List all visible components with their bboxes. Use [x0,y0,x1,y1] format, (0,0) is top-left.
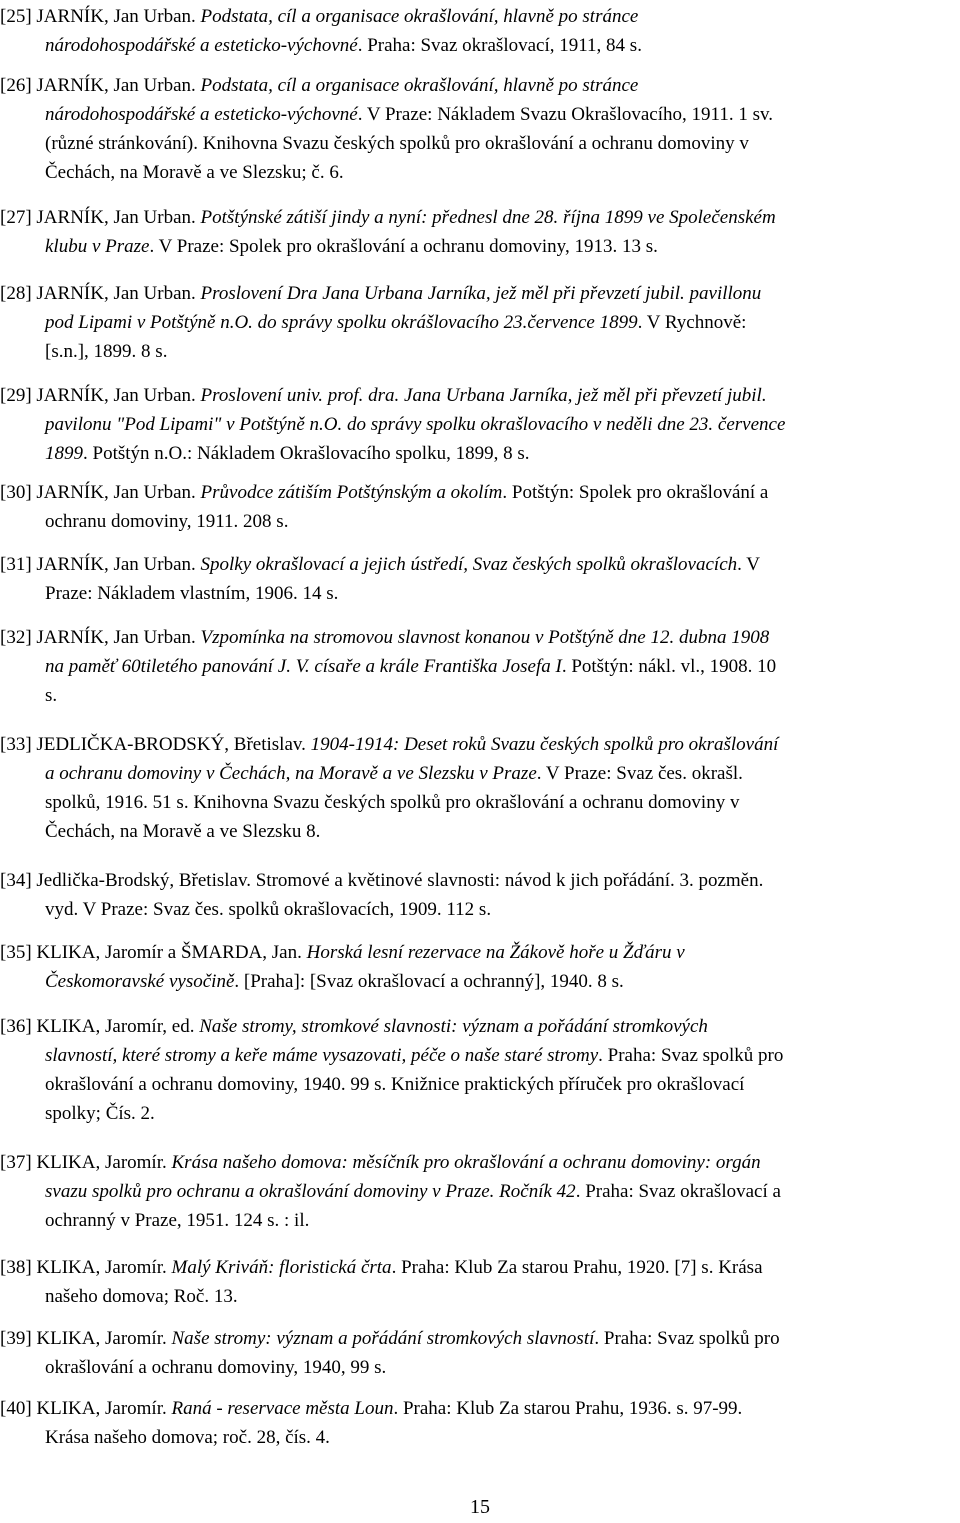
reference-line [0,158,950,187]
reference-number: [36] [0,1016,37,1037]
reference-line [0,895,950,924]
reference-line [0,759,950,788]
reference-line [0,938,950,967]
reference-number: [28] [0,283,37,304]
reference-author: JARNÍK, Jan Urban. [36,75,201,96]
reference-title: Malý Kriváň: floristická črta [171,1257,392,1278]
reference-publication: . Potštýn: Spolek pro okrašlování a [502,482,769,503]
reference-line [0,410,950,439]
reference-entry [0,730,950,846]
reference-author: KLIKA, Jaromír a ŠMARDA, Jan. [36,942,307,963]
reference-line [0,71,950,100]
reference-publication: spolků, 1916. 51 s. Knihovna Svazu českých spolků pro okrašlování a ochranu domoviny v [45,792,740,813]
reference-publication: . V Praze: Nákladem Svazu Okrašlovacího, 1911. 1 sv. [357,104,773,125]
reference-title: Potštýnské zátiší jindy a nyní: přednesl dne 28. října 1899 ve Společenském [200,207,776,228]
reference-author: KLIKA, Jaromír. [36,1398,172,1419]
reference-publication: ochranu domoviny, 1911. 208 s. [45,511,289,532]
reference-entry [0,478,950,536]
reference-line [0,308,950,337]
reference-publication: . Praha: Svaz spolků pro [598,1045,784,1066]
reference-line [0,817,950,846]
reference-title: Proslovení univ. prof. dra. Jana Urbana Jarníka, jež měl při převzetí jubil. [200,385,767,406]
reference-line [0,1282,950,1311]
reference-entry [0,1324,950,1382]
reference-entry [0,279,950,366]
reference-number: [33] [0,734,37,755]
reference-line [0,652,950,681]
reference-author: KLIKA, Jaromír. [36,1152,172,1173]
reference-publication: Krása našeho domova; roč. 28, čís. 4. [45,1427,330,1448]
reference-title: klubu v Praze [45,236,150,257]
reference-line [0,100,950,129]
reference-publication: s. [45,685,58,706]
reference-line [0,439,950,468]
reference-publication: . Praha: Svaz spolků pro [594,1328,780,1349]
reference-publication: okrašlování a ochranu domoviny, 1940, 99 s. [45,1357,387,1378]
reference-line [0,788,950,817]
reference-title: Vzpomínka na stromovou slavnost konanou v Potštýně dne 12. dubna 1908 [200,627,770,648]
reference-publication: . Praha: Klub Za starou Prahu, 1920. [7] s. Krása [391,1257,763,1278]
reference-number: [29] [0,385,37,406]
reference-title: Českomoravské vysočině [45,971,235,992]
reference-title: národohospodářské a esteticko-výchovné [45,35,358,56]
reference-title: Raná - reservace města Loun [171,1398,394,1419]
reference-author: JARNÍK, Jan Urban. [36,482,201,503]
reference-line [0,1041,950,1070]
reference-author: JARNÍK, Jan Urban. [36,554,201,575]
reference-title: pavilonu "Pod Lipami" v Potštýně n.O. do správy spolku okrašlovacího v neděli dne 23. července [45,414,786,435]
reference-entry [0,938,950,996]
page-number: 15 [470,1496,490,1518]
reference-entry [0,71,950,187]
reference-author: KLIKA, Jaromír. [36,1257,172,1278]
reference-title: národohospodářské a esteticko-výchovné [45,104,358,125]
reference-entry [0,2,950,60]
reference-entry [0,1148,950,1235]
reference-author: KLIKA, Jaromír. [36,1328,172,1349]
reference-title: Horská lesní rezervace na Žákově hoře u Žďáru v [306,942,685,963]
reference-entry [0,1253,950,1311]
reference-line [0,1394,950,1423]
reference-entry [0,550,950,608]
reference-title: Podstata, cíl a organisace okrašlování, hlavně po stránce [200,75,639,96]
reference-entry [0,623,950,710]
reference-publication: [s.n.], 1899. 8 s. [45,341,168,362]
reference-title: Naše stromy, stromkové slavnosti: význam a pořádání stromkových [199,1016,708,1037]
reference-title: slavností, které stromy a keře máme vysazovati, péče o naše staré stromy [45,1045,599,1066]
reference-publication: ochranný v Praze, 1951. 124 s. : il. [45,1210,310,1231]
reference-title: Naše stromy: význam a pořádání stromkových slavností [171,1328,595,1349]
reference-publication: spolky; Čís. 2. [45,1103,155,1124]
reference-line [0,1353,950,1382]
reference-line [0,681,950,710]
reference-publication: (různé stránkování). Knihovna Svazu českých spolků pro okrašlování a ochranu domoviny v [45,133,749,154]
reference-author: Jedlička-Brodský, Břetislav. [36,870,256,891]
reference-number: [27] [0,207,37,228]
reference-line [0,279,950,308]
reference-author: JARNÍK, Jan Urban. [36,627,201,648]
reference-publication: Čechách, na Moravě a ve Slezsku; č. 6. [45,162,344,183]
reference-title: Průvodce zátiším Potštýnským a okolím [200,482,503,503]
reference-number: [40] [0,1398,37,1419]
reference-publication: . V [737,554,761,575]
reference-title: Krása našeho domova: měsíčník pro okrašlování a ochranu domoviny: orgán [171,1152,761,1173]
reference-line [0,337,950,366]
reference-publication: . Praha: Svaz okrašlovací a [575,1181,781,1202]
reference-publication: . Praha: Klub Za starou Prahu, 1936. s. 97-99. [393,1398,743,1419]
reference-title: Proslovení Dra Jana Urbana Jarníka, jež měl při převzetí jubil. pavillonu [200,283,762,304]
reference-title: svazu spolků pro ochranu a okrašlování domoviny v Praze. Ročník 42 [45,1181,576,1202]
reference-title: na paměť 60tiletého panování J. V. císaře a krále Františka Josefa I [45,656,562,677]
reference-title: Spolky okrašlovací a jejich ústředí, Svaz českých spolků okrašlovacích [200,554,738,575]
reference-line [0,2,950,31]
reference-author: JEDLIČKA-BRODSKÝ, Břetislav. [36,734,311,755]
reference-number: [31] [0,554,37,575]
reference-title: a ochranu domoviny v Čechách, na Moravě a ve Slezsku v Praze [45,763,537,784]
reference-number: [37] [0,1152,37,1173]
reference-publication: Čechách, na Moravě a ve Slezsku 8. [45,821,321,842]
reference-entry [0,203,950,261]
reference-publication: našeho domova; Roč. 13. [45,1286,238,1307]
reference-number: [26] [0,75,37,96]
reference-publication: okrašlování a ochranu domoviny, 1940. 99 s. Knižnice praktických příruček pro okrašlovací [45,1074,745,1095]
reference-publication: . Potštýn n.O.: Nákladem Okrašlovacího spolku, 1899, 8 s. [83,443,530,464]
reference-line [0,730,950,759]
reference-title: pod Lipami v Potštýně n.O. do správy spolku okrášlovacího 23.července 1899 [45,312,638,333]
reference-author: JARNÍK, Jan Urban. [36,283,201,304]
reference-publication: Praze: Nákladem vlastním, 1906. 14 s. [45,583,339,604]
reference-line [0,1206,950,1235]
reference-title: Podstata, cíl a organisace okrašlování, hlavně po stránce [200,6,639,27]
reference-line [0,550,950,579]
reference-title: 1899 [45,443,83,464]
reference-line [0,1070,950,1099]
reference-line [0,1099,950,1128]
reference-publication: . Potštýn: nákl. vl., 1908. 10 [561,656,777,677]
reference-number: [35] [0,942,37,963]
reference-publication: . V Praze: Svaz čes. okrašl. [536,763,743,784]
reference-line [0,579,950,608]
reference-publication: . Praha: Svaz okrašlovací, 1911, 84 s. [357,35,642,56]
reference-line [0,623,950,652]
reference-line [0,31,950,60]
reference-line [0,129,950,158]
reference-entry [0,381,950,468]
reference-line [0,967,950,996]
reference-author: JARNÍK, Jan Urban. [36,207,201,228]
reference-line [0,381,950,410]
reference-line [0,1148,950,1177]
reference-line [0,1324,950,1353]
reference-line [0,866,950,895]
reference-publication: . V Rychnově: [637,312,747,333]
reference-number: [25] [0,6,37,27]
reference-line [0,232,950,261]
reference-number: [39] [0,1328,37,1349]
reference-publication: . V Praze: Spolek pro okrašlování a ochranu domoviny, 1913. 13 s. [149,236,658,257]
reference-line [0,507,950,536]
reference-number: [34] [0,870,37,891]
reference-number: [32] [0,627,37,648]
reference-title: 1904-1914: Deset roků Svazu českých spolků pro okrašlování [310,734,779,755]
reference-author: JARNÍK, Jan Urban. [36,6,201,27]
reference-line [0,203,950,232]
reference-line [0,1253,950,1282]
reference-publication: vyd. V Praze: Svaz čes. spolků okrašlovacích, 1909. 112 s. [45,899,492,920]
reference-publication: Stromové a květinové slavnosti: návod k jich pořádání. 3. pozměn. [255,870,764,891]
reference-author: KLIKA, Jaromír, ed. [36,1016,200,1037]
reference-line [0,1177,950,1206]
reference-entry [0,1394,950,1452]
reference-author: JARNÍK, Jan Urban. [36,385,201,406]
reference-entry [0,1012,950,1128]
reference-entry [0,866,950,924]
reference-publication: . [Praha]: [Svaz okrašlovací a ochranný], 1940. 8 s. [234,971,624,992]
reference-line [0,1012,950,1041]
reference-number: [38] [0,1257,37,1278]
reference-line [0,478,950,507]
reference-line [0,1423,950,1452]
reference-number: [30] [0,482,37,503]
